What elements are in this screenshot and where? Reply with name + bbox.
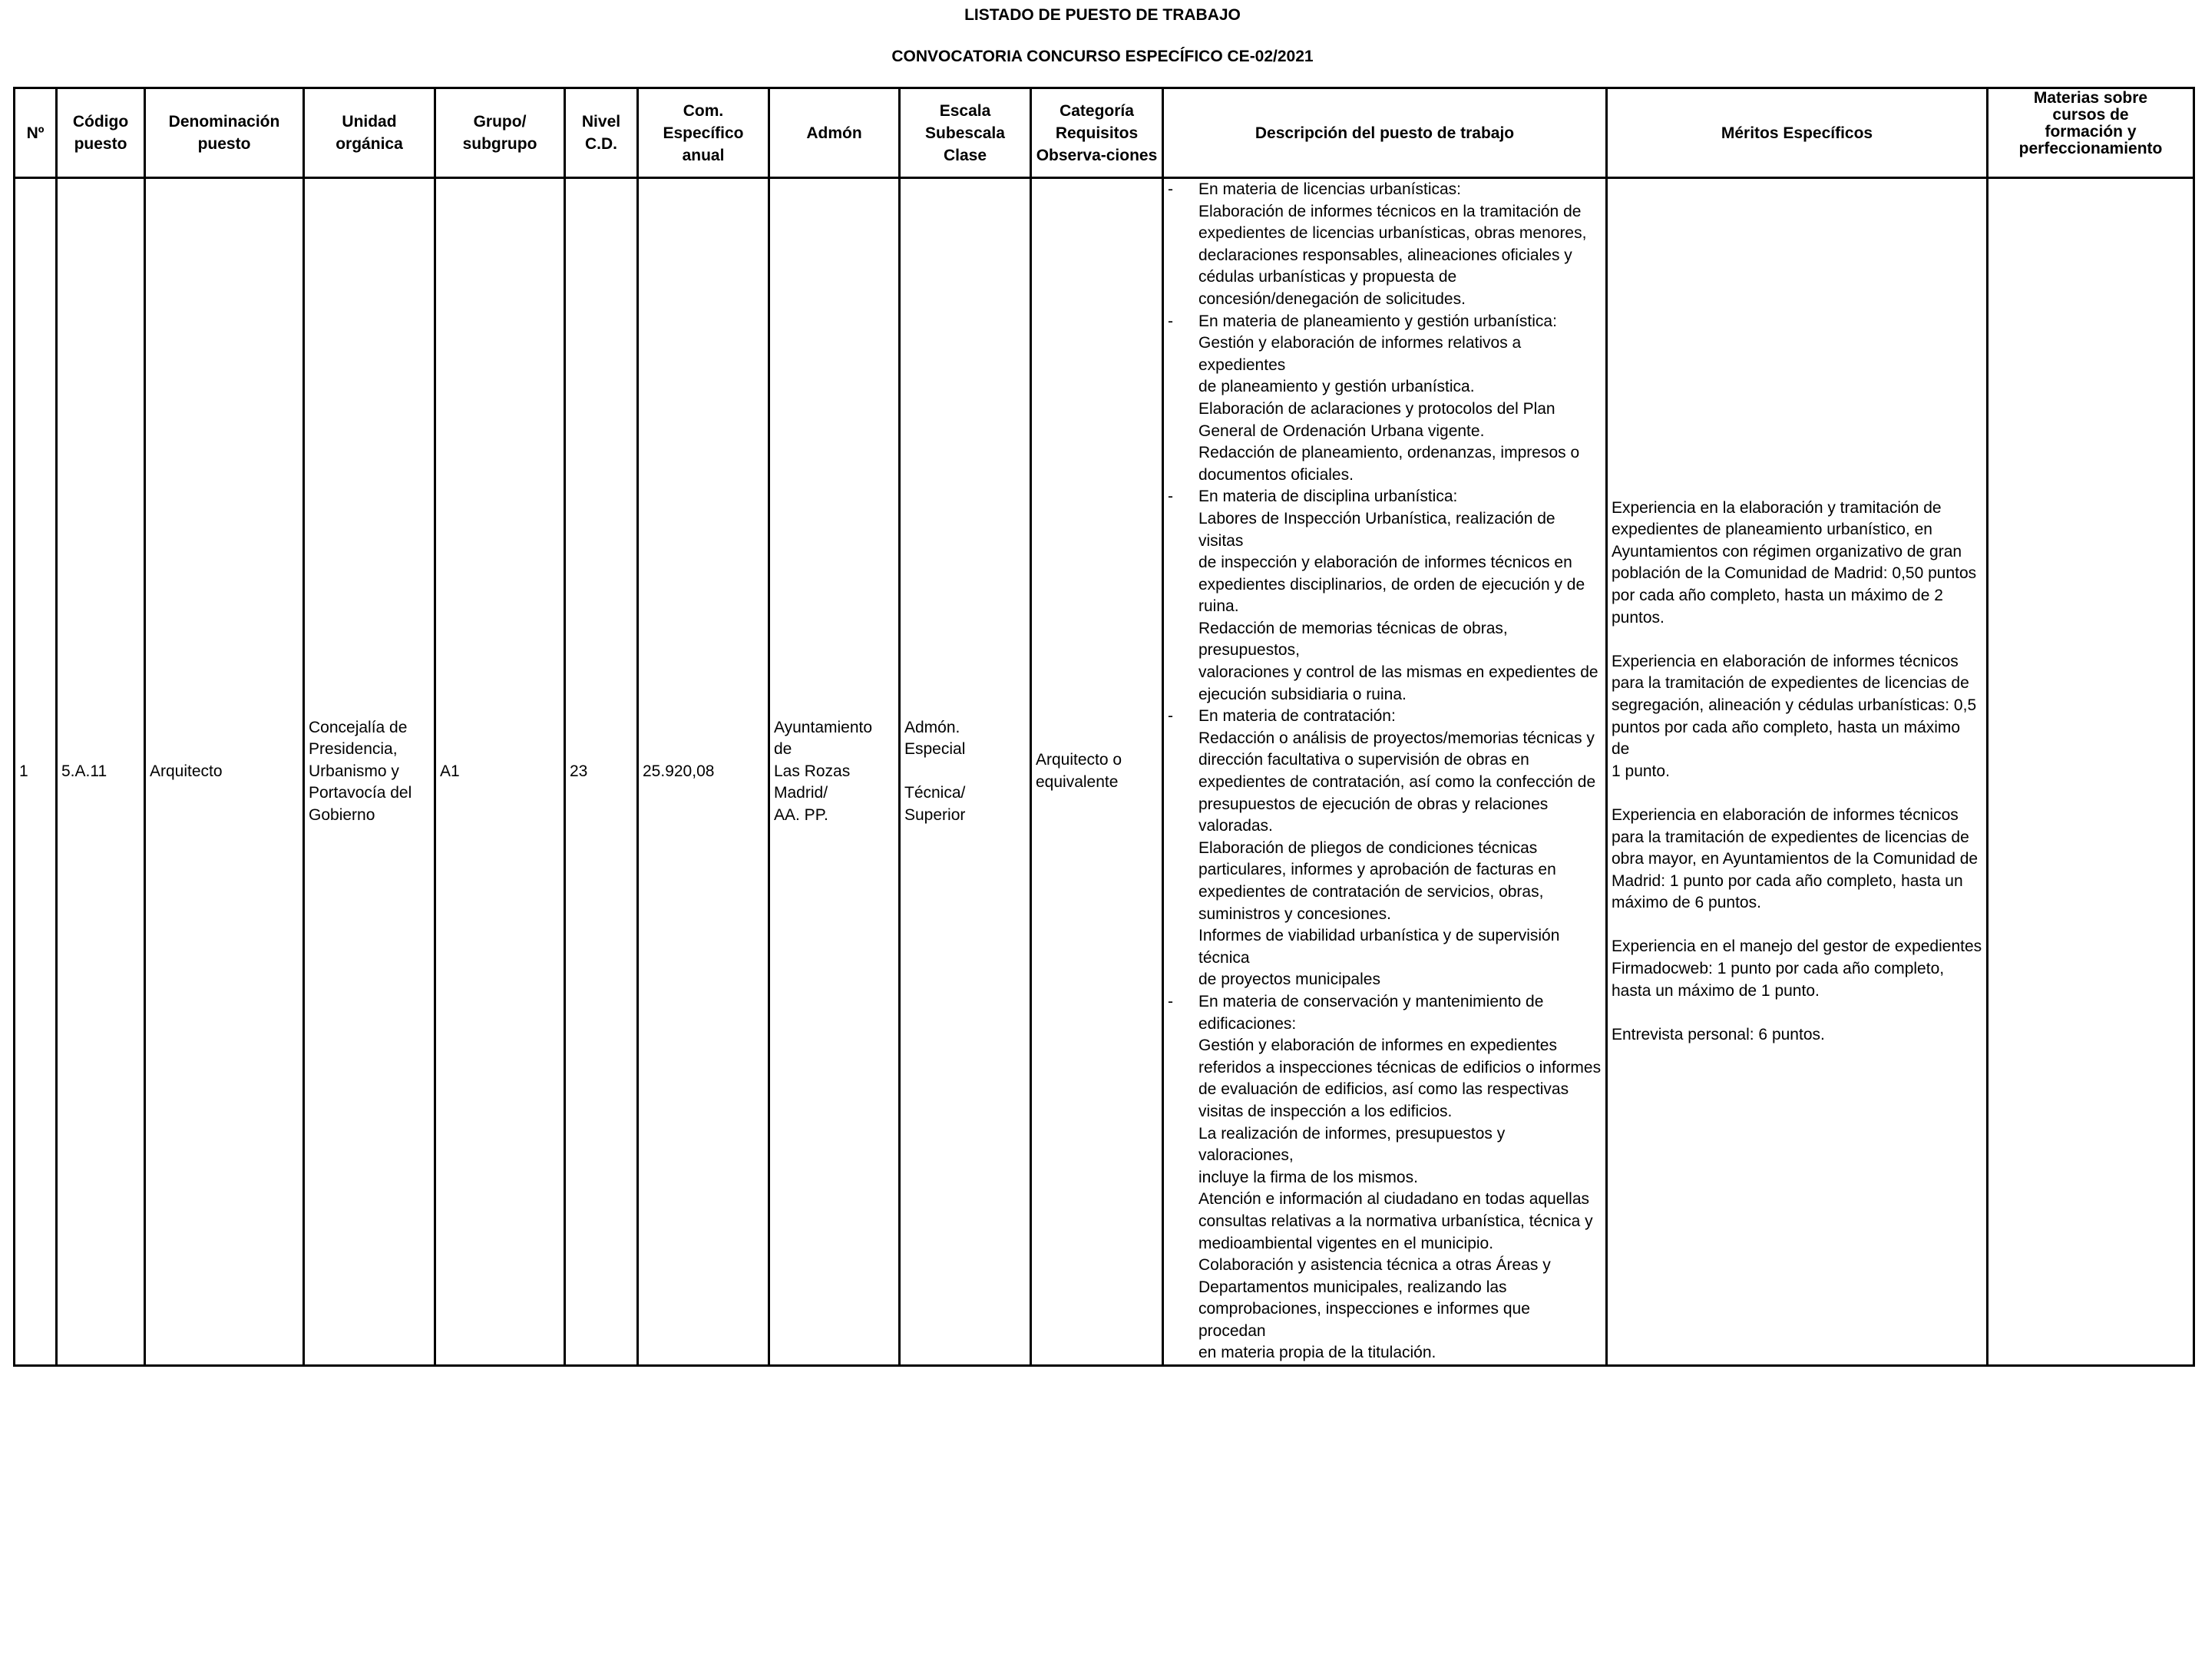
description-item xyxy=(1168,311,1602,487)
description-bullet: - xyxy=(1168,488,1173,506)
description-line: En materia de disciplina urbanística: xyxy=(1198,488,1458,506)
unidad-line: Urbanismo y xyxy=(309,762,399,780)
description-body xyxy=(1198,486,1602,706)
description-line: medioambiental vigentes en el municipio. xyxy=(1198,1234,1494,1252)
table-row xyxy=(15,178,2194,1366)
description-line: En materia de contratación: xyxy=(1198,707,1396,726)
header-descripcion xyxy=(1163,88,1607,178)
cell-num: 1 xyxy=(15,178,57,1366)
merit-paragraph xyxy=(1612,651,1982,783)
description-line: En materia de planeamiento y gestión urbanística: xyxy=(1198,312,1557,330)
description-line: documentos oficiales. xyxy=(1198,465,1354,484)
description-line: comprobaciones, inspecciones e informes que procedan xyxy=(1198,1300,1530,1340)
cell-meritos xyxy=(1607,178,1988,1366)
escala-line: Admón. xyxy=(904,718,960,736)
header-unidad-line: orgánica xyxy=(336,135,403,153)
description-line: expedientes disciplinarios, de orden de ejecución y de xyxy=(1198,575,1585,594)
merit-line: Experiencia en elaboración de informes técnicos xyxy=(1612,805,1959,824)
header-com-line: Com. xyxy=(683,101,724,120)
description-line: Departamentos municipales, realizando las xyxy=(1198,1278,1507,1296)
header-nivel-line: C.D. xyxy=(585,135,617,153)
merit-line: puntos por cada año completo, hasta un máximo de xyxy=(1612,718,1961,759)
header-materias-line: cursos de xyxy=(2052,106,2129,124)
description-bullet: - xyxy=(1168,312,1173,330)
description-line: dirección facultativa o supervisión de obras en xyxy=(1198,751,1529,769)
description-line: referidos a inspecciones técnicas de edificios o informes xyxy=(1198,1058,1602,1076)
admon-line: Madrid/ xyxy=(774,784,828,802)
header-grupo xyxy=(435,88,565,178)
unidad-line: Gobierno xyxy=(309,805,375,824)
description-line: Gestión y elaboración de informes en expedientes xyxy=(1198,1037,1557,1055)
header-categoria-line: Requisitos xyxy=(1055,124,1139,142)
header-escala-line: Clase xyxy=(943,146,987,164)
cell-admon xyxy=(769,178,900,1366)
header-escala-line: Escala xyxy=(939,101,991,120)
description-line: de planeamiento y gestión urbanística. xyxy=(1198,378,1475,396)
description-line: suministros y concesiones. xyxy=(1198,904,1391,923)
description-line: Gestión y elaboración de informes relativos a expedientes xyxy=(1198,334,1522,374)
header-materias-line: formación y xyxy=(2045,123,2137,141)
description-line: incluye la firma de los mismos. xyxy=(1198,1168,1418,1186)
merit-line: máximo de 6 puntos. xyxy=(1612,894,1761,912)
merit-line: población de la Comunidad de Madrid: 0,50 puntos xyxy=(1612,564,1977,583)
description-line: consultas relativas a la normativa urbanística, técnica y xyxy=(1198,1212,1593,1230)
cell-materias xyxy=(1988,178,2194,1366)
description-line: particulares, informes y aprobación de facturas en xyxy=(1198,861,1556,879)
description-body xyxy=(1198,706,1602,991)
header-materias-line: Materias sobre xyxy=(2033,89,2148,107)
description-line: Elaboración de pliegos de condiciones técnicas xyxy=(1198,838,1538,857)
escala-line: Técnica/ xyxy=(904,784,966,802)
escala-line: Especial xyxy=(904,740,966,759)
description-line: valoradas. xyxy=(1198,817,1273,835)
merit-line: Entrevista personal: 6 puntos. xyxy=(1612,1025,1825,1043)
description-line: Elaboración de aclaraciones y protocolos del Plan xyxy=(1198,399,1555,418)
merit-line: puntos. xyxy=(1612,608,1664,627)
cell-nivel: 23 xyxy=(565,178,638,1366)
header-categoria-line: Observa-ciones xyxy=(1036,146,1158,164)
description-line: ejecución subsidiaria o ruina. xyxy=(1198,685,1407,703)
cell-unidad xyxy=(304,178,435,1366)
description-bullet: - xyxy=(1168,707,1173,726)
description-item xyxy=(1168,486,1602,706)
merit-line: Experiencia en la elaboración y tramitación de xyxy=(1612,498,1942,517)
description-item xyxy=(1168,706,1602,991)
escala-spacer xyxy=(904,761,1026,783)
header-descripcion-label: Descripción del puesto de trabajo xyxy=(1255,124,1515,142)
description-line: de inspección y elaboración de informes técnicos en xyxy=(1198,554,1572,572)
job-listing-table xyxy=(13,87,2195,1367)
description-line: concesión/denegación de solicitudes. xyxy=(1198,289,1466,308)
description-line: cédulas urbanísticas y propuesta de xyxy=(1198,268,1457,286)
escala-line: Superior xyxy=(904,805,966,824)
cell-categoria xyxy=(1031,178,1163,1366)
header-meritos-label: Méritos Específicos xyxy=(1721,124,1873,142)
description-line: En materia de conservación y mantenimiento de xyxy=(1198,992,1544,1010)
description-line: presupuestos de ejecución de obras y relaciones xyxy=(1198,795,1549,813)
header-nivel xyxy=(565,88,638,178)
merit-line: hasta un máximo de 1 punto. xyxy=(1612,981,1820,1000)
description-body xyxy=(1198,991,1602,1364)
admon-line: Las Rozas xyxy=(774,762,851,780)
header-num xyxy=(15,88,57,178)
description-line: de proyectos municipales xyxy=(1198,971,1380,989)
description-line: visitas de inspección a los edificios. xyxy=(1198,1102,1453,1120)
description-item xyxy=(1168,179,1602,311)
cell-escala xyxy=(900,178,1031,1366)
merit-paragraph xyxy=(1612,936,1982,1002)
description-line: en materia propia de la titulación. xyxy=(1198,1344,1436,1362)
header-codigo xyxy=(57,88,145,178)
description-line: ruina. xyxy=(1198,597,1239,616)
admon-line: Ayuntamiento de xyxy=(774,718,873,759)
header-admon xyxy=(769,88,900,178)
unidad-line: Portavocía del xyxy=(309,784,412,802)
header-materias-line: perfeccionamiento xyxy=(2018,140,2163,157)
description-line: En materia de licencias urbanísticas: xyxy=(1198,180,1461,198)
header-denominacion-line: Denominación xyxy=(168,113,280,131)
header-num-label: Nº xyxy=(26,124,45,142)
header-denominacion-line: puesto xyxy=(197,135,251,153)
description-line: expedientes de licencias urbanísticas, obras menores, xyxy=(1198,224,1587,243)
header-nivel-line: Nivel xyxy=(581,113,621,131)
description-line: Labores de Inspección Urbanística, realización de visitas xyxy=(1198,509,1555,550)
description-line: expedientes de contratación de servicios, obras, xyxy=(1198,883,1544,901)
merit-line: Experiencia en el manejo del gestor de expedientes xyxy=(1612,938,1982,956)
header-escala xyxy=(900,88,1031,178)
description-bullet: - xyxy=(1168,992,1173,1010)
header-codigo-line: puesto xyxy=(74,135,127,153)
description-line: Redacción o análisis de proyectos/memorias técnicas y xyxy=(1198,729,1595,747)
header-admon-label: Admón xyxy=(806,124,862,142)
header-row xyxy=(15,88,2194,178)
merit-line: para la tramitación de expedientes de licencias de xyxy=(1612,828,1969,846)
merit-line: segregación, alineación y cédulas urbanísticas: 0,5 xyxy=(1612,696,1977,714)
merit-line: para la tramitación de expedientes de licencias de xyxy=(1612,674,1969,693)
description-line: La realización de informes, presupuestos y valoraciones, xyxy=(1198,1124,1506,1165)
cell-com-especifico: 25.920,08 xyxy=(638,178,769,1366)
document-title: LISTADO DE PUESTO DE TRABAJO xyxy=(964,6,1241,24)
header-categoria-line: Categoría xyxy=(1060,101,1134,120)
header-com-especifico xyxy=(638,88,769,178)
categoria-line: equivalente xyxy=(1036,773,1119,792)
merit-paragraph xyxy=(1612,1024,1982,1047)
description-body xyxy=(1198,311,1602,487)
description-item xyxy=(1168,991,1602,1364)
merit-line: Experiencia en elaboración de informes técnicos xyxy=(1612,652,1959,670)
unidad-line: Concejalía de xyxy=(309,718,408,736)
cell-codigo: 5.A.11 xyxy=(57,178,145,1366)
header-categoria xyxy=(1031,88,1163,178)
description-line: Colaboración y asistencia técnica a otras Áreas y xyxy=(1198,1256,1551,1275)
header-grupo-line: Grupo/ xyxy=(473,113,527,131)
document-subtitle: CONVOCATORIA CONCURSO ESPECÍFICO CE-02/2021 xyxy=(891,48,1314,65)
description-line: edificaciones: xyxy=(1198,1014,1297,1033)
categoria-line: Arquitecto o xyxy=(1036,751,1122,769)
description-line: declaraciones responsables, alineaciones oficiales y xyxy=(1198,246,1572,264)
header-escala-line: Subescala xyxy=(925,124,1005,142)
merit-paragraph xyxy=(1612,498,1982,630)
header-unidad-line: Unidad xyxy=(342,113,397,131)
description-line: Redacción de planeamiento, ordenanzas, impresos o xyxy=(1198,444,1580,462)
admon-line: AA. PP. xyxy=(774,805,828,824)
header-meritos xyxy=(1607,88,1988,178)
description-line: expedientes de contratación, así como la confección de xyxy=(1198,773,1596,792)
header-grupo-line: subgrupo xyxy=(462,135,537,153)
description-bullet: - xyxy=(1168,180,1173,198)
cell-denominacion: Arquitecto xyxy=(145,178,304,1366)
header-com-line: anual xyxy=(682,146,725,164)
unidad-line: Presidencia, xyxy=(309,740,398,759)
cell-descripcion xyxy=(1163,178,1607,1366)
description-body xyxy=(1198,179,1602,311)
header-codigo-line: Código xyxy=(72,113,129,131)
merit-line: Firmadocweb: 1 punto por cada año completo, xyxy=(1612,960,1945,978)
cell-grupo: A1 xyxy=(435,178,565,1366)
description-line: de evaluación de edificios, así como las respectivas xyxy=(1198,1080,1569,1099)
description-line: General de Ordenación Urbana vigente. xyxy=(1198,422,1485,440)
header-com-line: Específico xyxy=(663,124,744,142)
merit-line: expedientes de planeamiento urbanístico, en xyxy=(1612,521,1932,539)
header-denominacion xyxy=(145,88,304,178)
merit-line: 1 punto. xyxy=(1612,762,1670,780)
description-line: valoraciones y control de las mismas en expedientes de xyxy=(1198,663,1598,682)
header-unidad xyxy=(304,88,435,178)
description-line: Elaboración de informes técnicos en la tramitación de xyxy=(1198,202,1582,220)
merit-line: obra mayor, en Ayuntamientos de la Comunidad de xyxy=(1612,850,1979,868)
merit-line: por cada año completo, hasta un máximo de 2 xyxy=(1612,586,1943,604)
description-line: Atención e información al ciudadano en todas aquellas xyxy=(1198,1190,1590,1209)
header-materias xyxy=(1988,88,2194,178)
merit-line: Ayuntamientos con régimen organizativo de gran xyxy=(1612,542,1962,561)
merit-paragraph xyxy=(1612,805,1982,914)
description-line: Redacción de memorias técnicas de obras, presupuestos, xyxy=(1198,619,1508,660)
description-line: Informes de viabilidad urbanística y de supervisión técnica xyxy=(1198,927,1560,967)
merit-line: Madrid: 1 punto por cada año completo, hasta un xyxy=(1612,871,1963,890)
